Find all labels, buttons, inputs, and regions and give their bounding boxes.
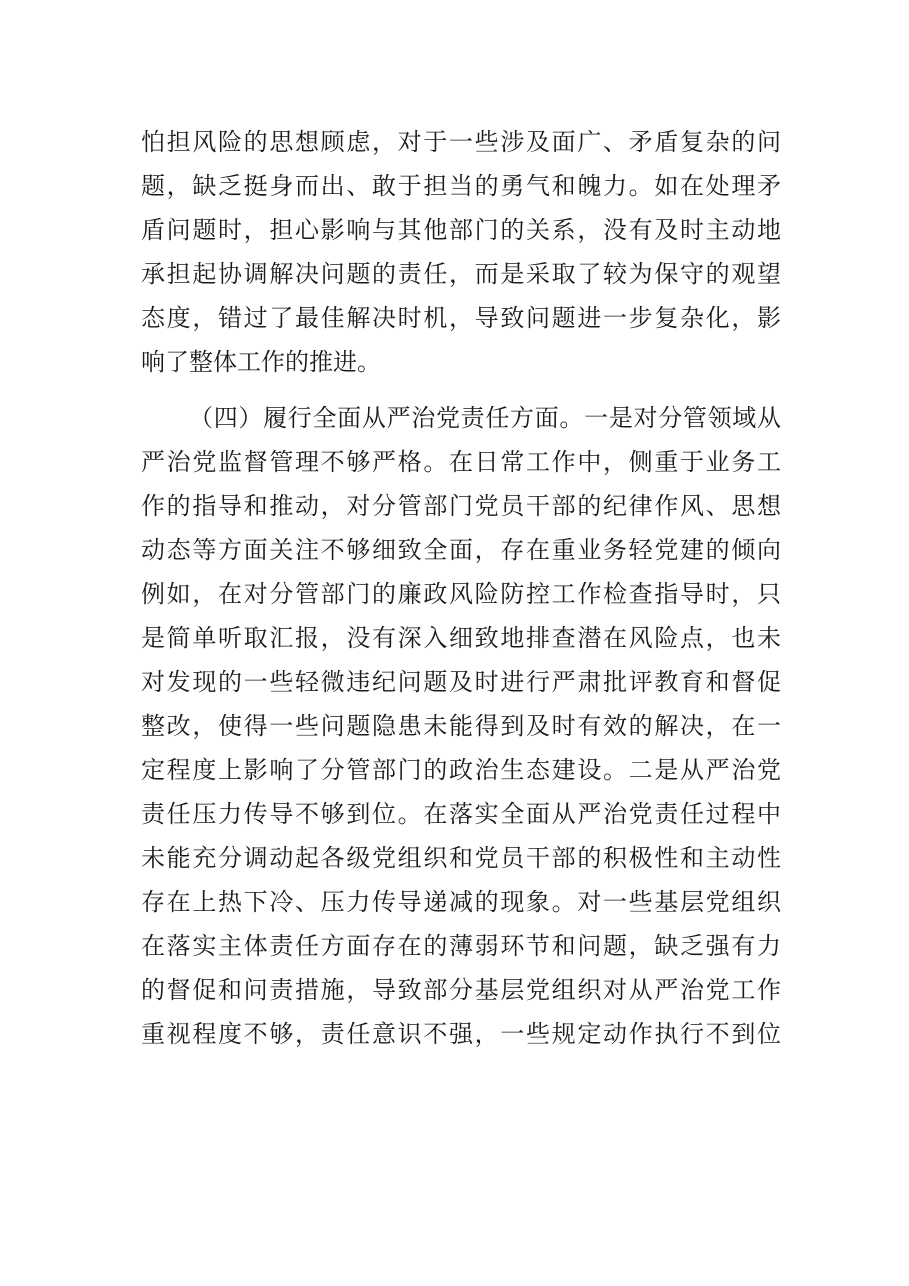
text-line: 整改，使得一些问题隐患未能得到及时有效的解决，在一 [141,712,781,740]
text-line: 作的指导和推动，对分管部门党员干部的纪律作风、思想 [141,492,781,520]
text-line: 的督促和问责措施，导致部分基层党组织对从严治党工作 [141,976,781,1004]
text-line: 态度，错过了最佳解决时机，导致问题进一步复杂化，影 [141,304,781,332]
text-line: 未能充分调动起各级党组织和党员干部的积极性和主动性 [141,844,781,872]
text-line: 严治党监督管理不够严格。在日常工作中，侧重于业务工 [141,448,781,476]
text-line: 存在上热下冷、压力传导递减的现象。对一些基层党组织 [141,888,781,916]
text-line: 例如，在对分管部门的廉政风险防控工作检查指导时，只 [141,580,781,608]
text-line: 责任压力传导不够到位。在落实全面从严治党责任过程中 [141,800,781,828]
text-line: 对发现的一些轻微违纪问题及时进行严肃批评教育和督促 [141,668,781,696]
text-line: 盾问题时，担心影响与其他部门的关系，没有及时主动地 [141,216,781,244]
text-line: 动态等方面关注不够细致全面，存在重业务轻党建的倾向 [141,536,781,564]
text-line: 重视程度不够，责任意识不强，一些规定动作执行不到位 [141,1020,781,1048]
text-line: 是简单听取汇报，没有深入细致地排查潜在风险点，也未 [141,624,781,652]
text-line: 怕担风险的思想顾虑，对于一些涉及面广、矛盾复杂的问 [141,128,781,156]
section-heading-line: （四）履行全面从严治党责任方面。一是对分管领域从 [189,404,781,432]
text-line: 响了整体工作的推进。 [141,348,381,376]
text-line: 题，缺乏挺身而出、敢于担当的勇气和魄力。如在处理矛 [141,172,781,200]
text-line: 承担起协调解决问题的责任，而是采取了较为保守的观望 [141,260,781,288]
text-line: 定程度上影响了分管部门的政治生态建设。二是从严治党 [141,756,781,784]
text-line: 在落实主体责任方面存在的薄弱环节和问题，缺乏强有力 [141,932,781,960]
